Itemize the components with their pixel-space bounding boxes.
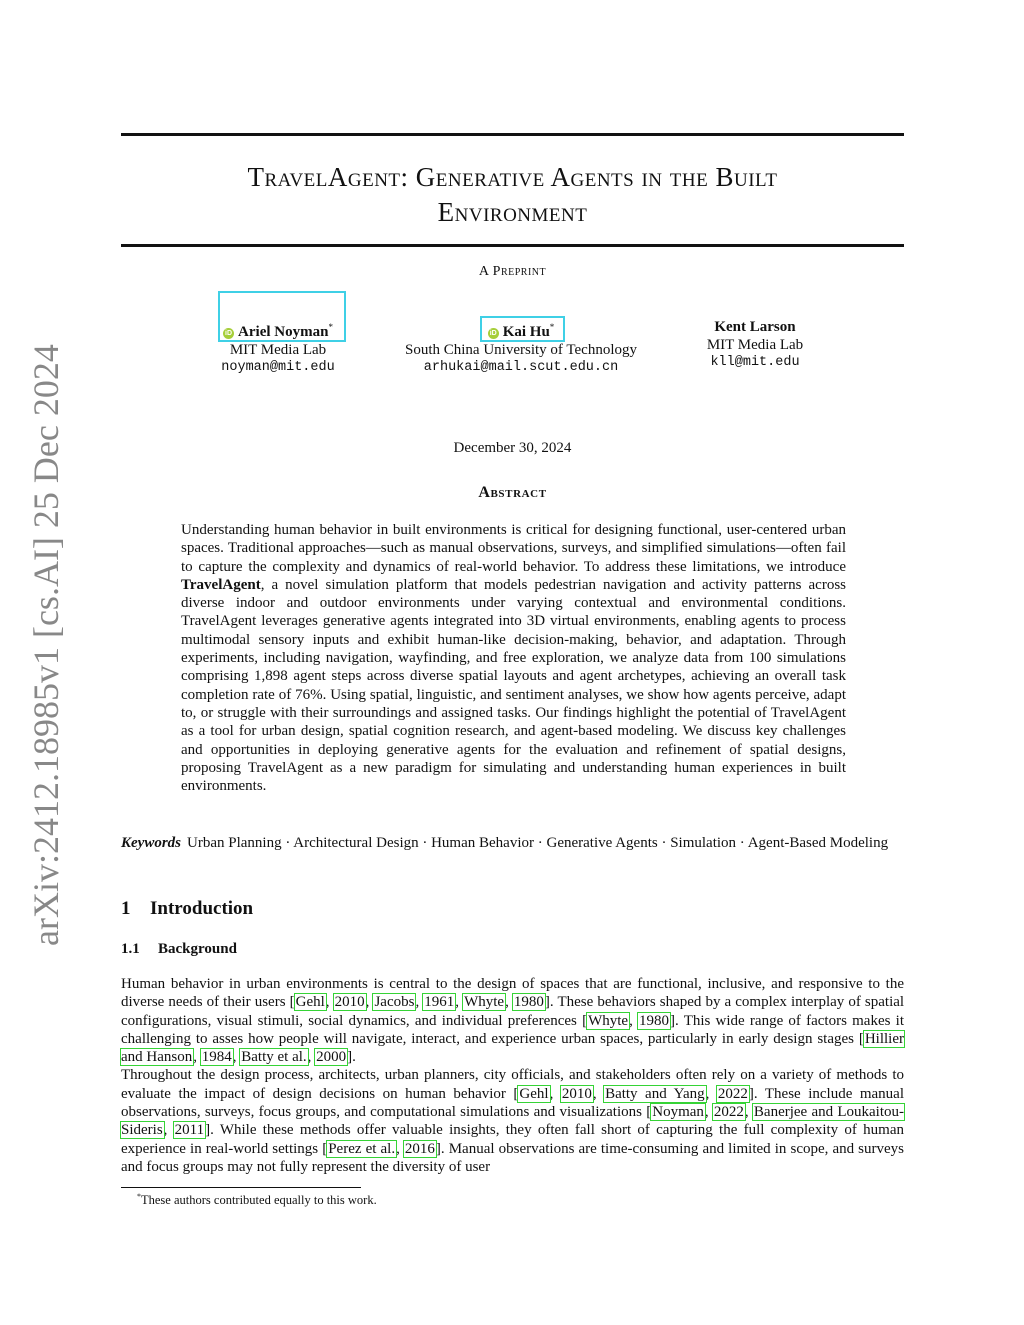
citation-link[interactable]: 1980	[639, 1012, 670, 1029]
paper-title-line-2: Environment	[437, 197, 588, 227]
paragraph: Human behavior in urban environments is central to the design of spaces that are functional, inclusive, and responsive to the diverse needs of their users [Gehl, 2010, Jacobs, 1961, Whyte, 1980]. These behaviors shaped by a complex interplay of spatial configurations, visual stimuli, social dynamics, and individual preferences [Whyte, 1980]. This wide range of factors makes it challenging to asses how people will navigate, interact, and experience urban spaces, particularly in early design stages [Hillier and Hanson, 1984, Batty et al., 2000].	[121, 976, 905, 1066]
citation-link[interactable]: 2022	[717, 1085, 748, 1102]
subsection-title: Background	[158, 941, 237, 957]
body-text	[121, 975, 904, 1176]
citation-link[interactable]: 1984	[201, 1049, 232, 1066]
footnote-text: These authors contributed equally to this work.	[141, 1193, 377, 1208]
author-block	[198, 318, 358, 377]
footnote-rule	[121, 1187, 361, 1188]
title-bottom-rule	[121, 244, 904, 247]
author-email: noyman@mit.edu	[221, 360, 335, 375]
author-block	[381, 318, 661, 377]
citation-link[interactable]: Batty et al.	[241, 1049, 307, 1066]
author-block	[680, 318, 830, 372]
keywords-list: Urban Planning · Architectural Design · Human Behavior · Generative Agents · Simulation · Agent-Based Modeling	[187, 835, 889, 851]
citation-link[interactable]: Whyte	[464, 994, 505, 1011]
author-affiliation: MIT Media Lab	[706, 337, 804, 353]
keywords-label: Keywords	[121, 835, 181, 851]
section-title: Introduction	[150, 898, 254, 919]
footnote-mark: *	[137, 1192, 141, 1201]
citation-link[interactable]: 2011	[174, 1122, 205, 1139]
subsection-heading	[121, 941, 237, 958]
equal-contribution-mark[interactable]: *	[328, 322, 333, 332]
subsection-number: 1.1	[121, 941, 140, 957]
footnote	[137, 1192, 377, 1208]
author-name: Ariel Noyman	[238, 324, 329, 340]
paragraph: Throughout the design process, architects, urban planners, city officials, and stakeholders often rely on a variety of methods to evaluate the impact of design decisions on human behavior [Gehl, 2010, Batty and Yang, 2022]. These include manual observations, surveys, focus groups, and computational simulations and visualizations [Noyman, 2022, Banerjee and Loukaitou-Sideris, 2011]. While these methods offer valuable insights, they often fall short of capturing the full complexity of human experience in real-world settings [Perez et al., 2016]. Manual observations are time-consuming and limited in scope, and surveys and focus groups may not fully represent the diversity of user	[121, 1067, 905, 1175]
citation-link[interactable]: Whyte	[588, 1012, 629, 1029]
publication-date: December 30, 2024	[453, 440, 572, 456]
citation-link[interactable]: Gehl	[519, 1085, 549, 1102]
citation-link[interactable]: 2000	[316, 1049, 347, 1066]
citation-link[interactable]: 2010	[334, 994, 365, 1011]
citation-link[interactable]: Noyman	[652, 1104, 704, 1121]
author-email: kll@mit.edu	[710, 355, 800, 370]
citation-link[interactable]: 2010	[561, 1085, 592, 1102]
citation-link[interactable]: Batty and Yang	[605, 1085, 705, 1102]
paper-title-line-1: TravelAgent: Generative Agents in the Built	[247, 162, 778, 192]
author-affiliation: South China University of Technology	[405, 342, 637, 358]
orcid-icon[interactable]: iD	[225, 330, 233, 337]
citation-link[interactable]: 2016	[404, 1140, 435, 1157]
abstract-heading: Abstract	[478, 484, 547, 501]
citation-link[interactable]: Hillier and Hanson	[121, 1030, 904, 1066]
author-name: Kent Larson	[714, 319, 796, 335]
orcid-icon[interactable]: iD	[489, 330, 497, 337]
citation-link[interactable]: 2022	[713, 1104, 744, 1121]
preprint-label: A Preprint	[478, 264, 547, 279]
author-affiliation: MIT Media Lab	[229, 342, 327, 358]
paper-title	[121, 160, 904, 230]
citation-link[interactable]: 1980	[513, 994, 544, 1011]
abstract-text: Understanding human behavior in built environments is critical for designing functional, user-centered urban spaces. Traditional approaches—such as manual observations, surveys, and simplified simulations—often fail to capture the complexity and dynamics of real-world behavior. To address these limitations, we introduce TravelAgent, a novel simulation platform that models pedestrian navigation and activity patterns across diverse indoor and outdoor environments under varying contextual and environmental conditions. TravelAgent leverages generative agents integrated into 3D virtual environments, enabling agents to process multimodal sensory inputs and exhibit human-like decision-making, behavior, and adaptation. Through experiments, including navigation, wayfinding, and free exploration, we analyze data from 100 simulations comprising 1,898 agent steps across diverse spatial layouts and agent archetypes, achieving an overall task completion rate of 76%. Using spatial, linguistic, and sentiment analyses, we show how agents perceive, adapt to, or struggle with their surroundings and assigned tasks. Our findings highlight the potential of TravelAgent as a tool for urban design, spatial cognition research, and agent-based modeling. We discuss key challenges and opportunities in deploying generative agents for the evaluation and refinement of spatial designs, proposing TravelAgent as a new paradigm for simulating and understanding human experiences in built environments.	[181, 522, 846, 795]
platform-name: TravelAgent	[181, 576, 261, 593]
citation-link[interactable]: 1961	[424, 994, 455, 1011]
author-email: arhukai@mail.scut.edu.cn	[423, 360, 619, 375]
section-number: 1	[121, 898, 131, 919]
equal-contribution-mark[interactable]: *	[549, 322, 555, 332]
author-name: Kai Hu	[502, 324, 550, 340]
citation-link[interactable]: Gehl	[295, 994, 325, 1011]
section-heading	[121, 898, 253, 920]
citation-link[interactable]: Jacobs	[374, 994, 415, 1011]
keywords	[121, 834, 904, 852]
arxiv-identifier-stamp: arXiv:2412.18985v1 [cs.AI] 25 Dec 2024	[26, 344, 66, 946]
title-top-rule	[121, 133, 904, 136]
citation-link[interactable]: Perez et al.	[328, 1140, 396, 1157]
citation-link[interactable]: Banerjee and Loukaitou-Sideris	[121, 1104, 905, 1139]
